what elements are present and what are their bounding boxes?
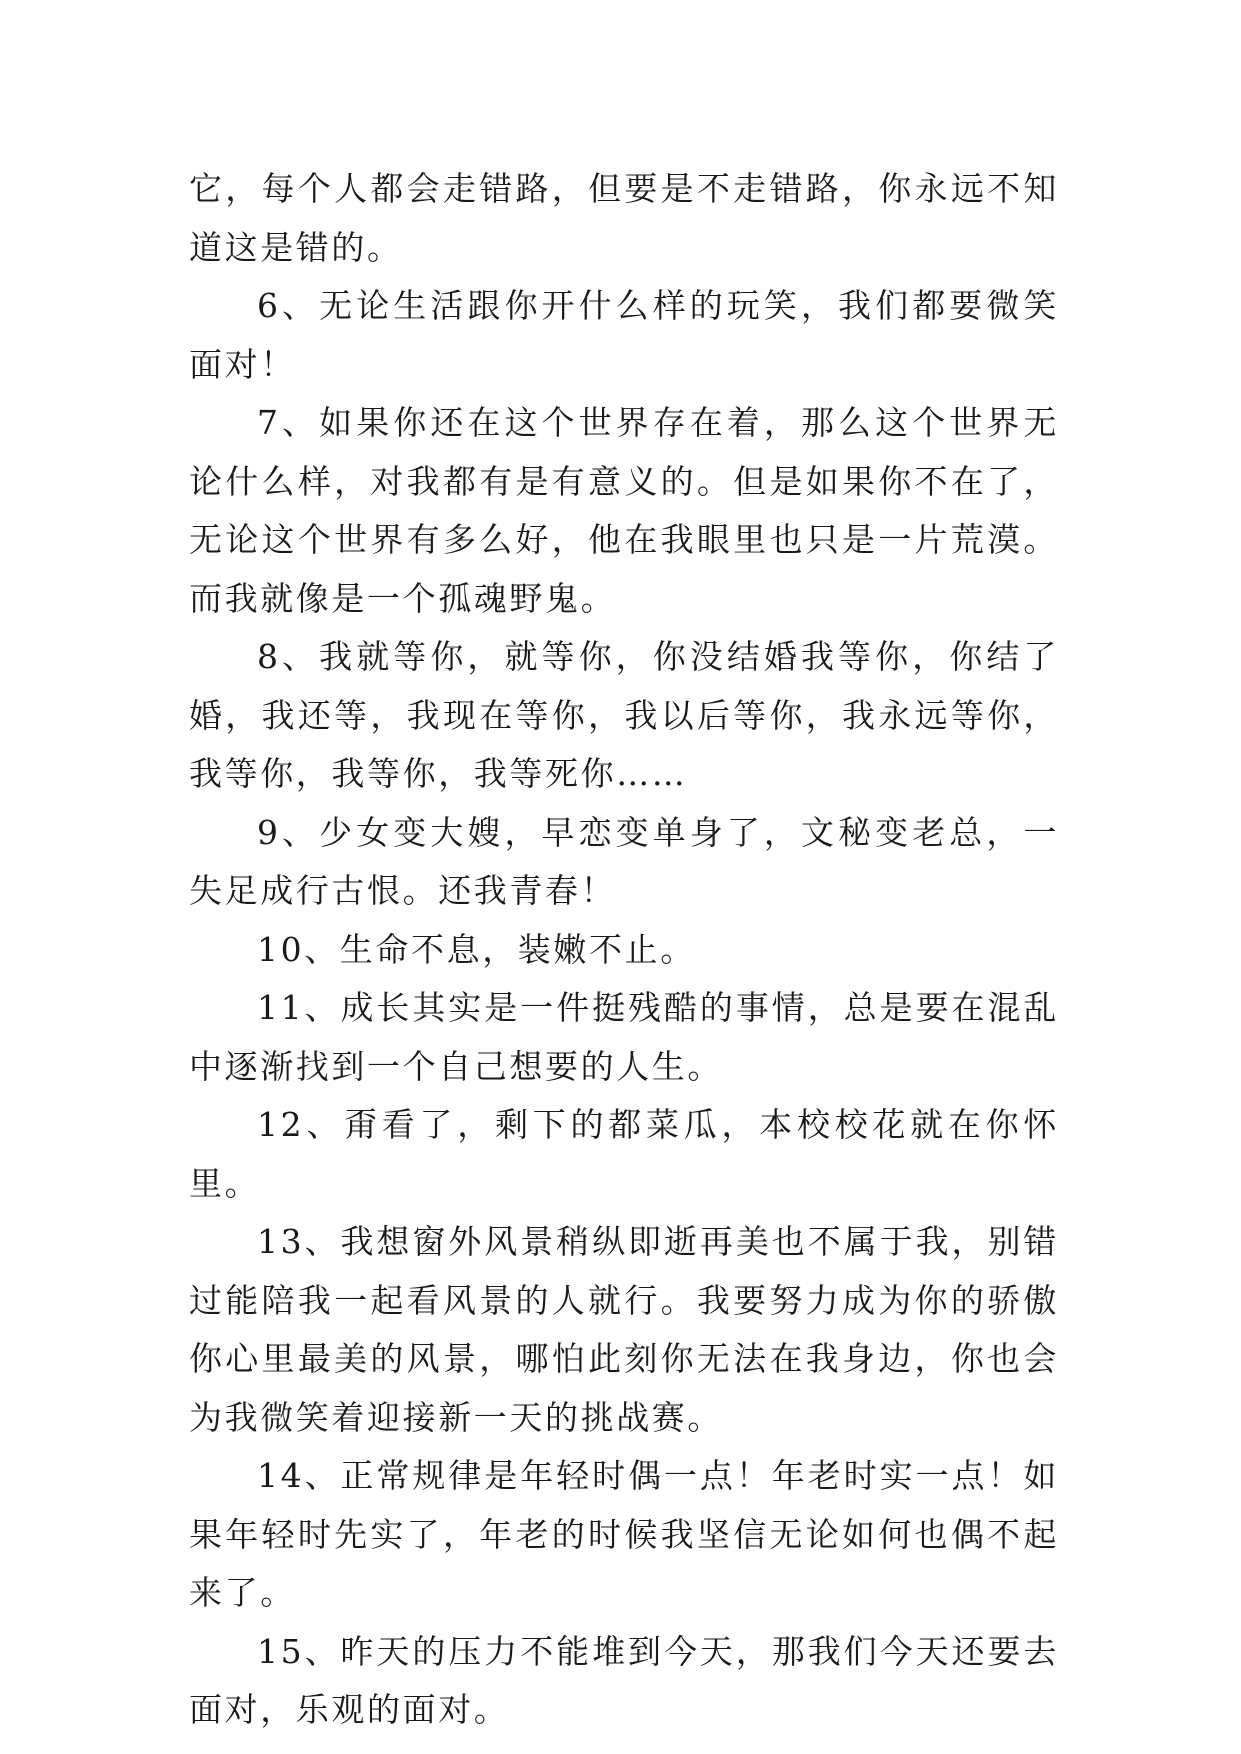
paragraph-item-12: 12、甭看了，剩下的都菜瓜，本校校花就在你怀里。: [189, 1105, 1059, 1203]
paragraph-item-9: 9、少女变大嫂，早恋变单身了，文秘变老总，一失足成行古恨。还我青春！: [189, 812, 1059, 910]
paragraph-item-15: 15、昨天的压力不能堆到今天，那我们今天还要去面对，乐观的面对。: [189, 1631, 1059, 1729]
paragraph-item-11: 11、成长其实是一件挺残酷的事情，总是要在混乱中逐渐找到一个自己想要的人生。: [189, 988, 1059, 1086]
paragraph-item-14: 14、正常规律是年轻时偶一点！年老时实一点！如果年轻时先实了，年老的时候我坚信无论如何也偶不起来了。: [189, 1456, 1059, 1612]
document-page: [189, 160, 1059, 1740]
paragraph-item-7: 7、如果你还在这个世界存在着，那么这个世界无论什么样，对我都有是有意义的。但是如果你不在了，无论这个世界有多么好，他在我眼里也只是一片荒漠。而我就像是一个孤魂野鬼。: [189, 403, 1059, 618]
paragraph-item-13: 13、我想窗外风景稍纵即逝再美也不属于我，别错过能陪我一起看风景的人就行。我要努力成为你的骄傲你心里最美的风景，哪怕此刻你无法在我身边，你也会为我微笑着迎接新一天的挑战赛。: [189, 1222, 1059, 1437]
paragraph-item-10: 10、生命不息，装嫩不止。: [257, 929, 696, 969]
paragraph-item-8: 8、我就等你，就等你，你没结婚我等你，你结了婚，我还等，我现在等你，我以后等你，我永远等你，我等你，我等你，我等死你……: [189, 637, 1059, 793]
paragraph-continuation: 它，每个人都会走错路，但要是不走错路，你永远不知道这是错的。: [189, 169, 1059, 267]
paragraph-item-6: 6、无论生活跟你开什么样的玩笑，我们都要微笑面对！: [189, 286, 1059, 384]
